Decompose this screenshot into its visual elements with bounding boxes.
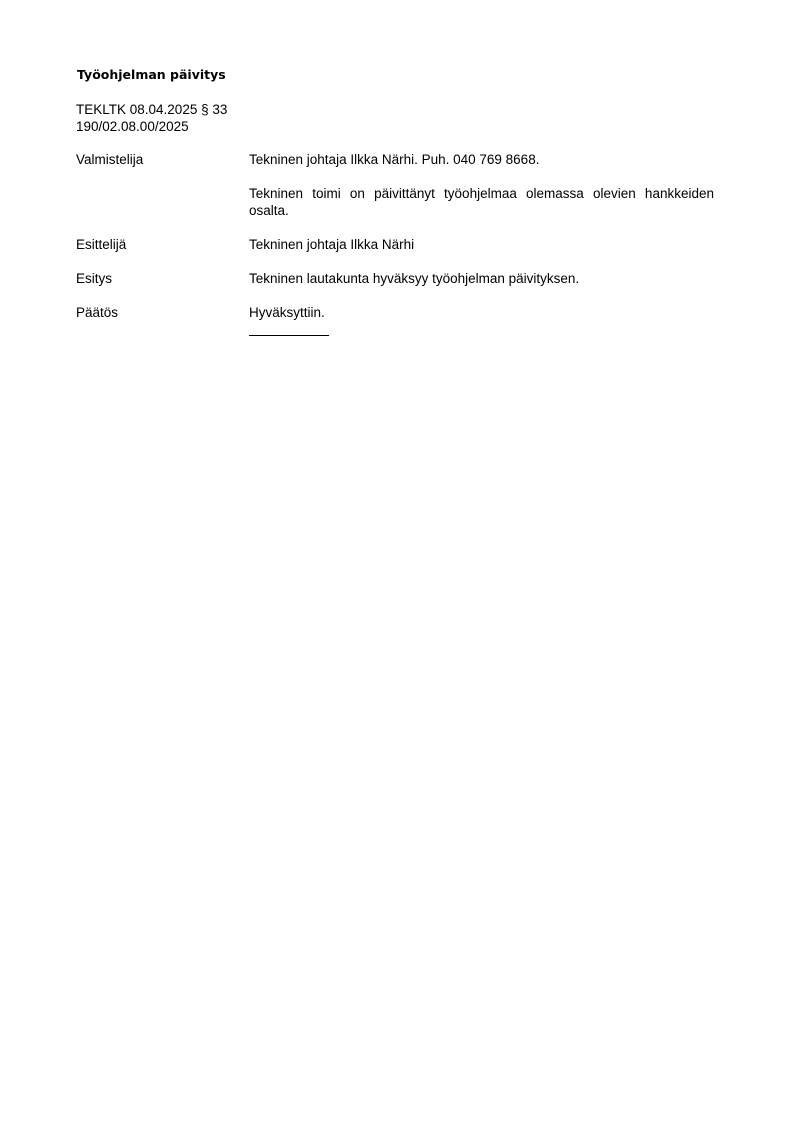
valmistelija-paragraph-2: Tekninen toimi on päivittänyt työohjelmaa olemassa olevien hankkeiden osalta. bbox=[249, 186, 714, 218]
paatos-content bbox=[249, 304, 714, 321]
end-rule-divider bbox=[249, 335, 329, 336]
esittelija-content bbox=[249, 236, 714, 253]
valmistelija-paragraph-1: Tekninen johtaja Ilkka Närhi. Puh. 040 769 8668. bbox=[249, 152, 540, 167]
valmistelija-content bbox=[249, 151, 714, 219]
esitys-label: Esitys bbox=[76, 271, 113, 286]
paatos-text: Hyväksyttiin. bbox=[249, 305, 325, 320]
meeting-reference: TEKLTK 08.04.2025 § 33 bbox=[76, 102, 228, 117]
document-meta bbox=[76, 101, 227, 135]
record-number: 190/02.08.00/2025 bbox=[76, 119, 189, 134]
document-title: Työohjelman päivitys bbox=[77, 67, 226, 82]
esitys-content bbox=[249, 270, 714, 287]
esitys-text: Tekninen lautakunta hyväksyy työohjelman päivityksen. bbox=[249, 271, 580, 286]
esittelija-label: Esittelijä bbox=[76, 237, 127, 252]
paatos-label: Päätös bbox=[76, 305, 119, 320]
esittelija-text: Tekninen johtaja Ilkka Närhi bbox=[249, 237, 415, 252]
valmistelija-label: Valmistelija bbox=[76, 152, 144, 167]
